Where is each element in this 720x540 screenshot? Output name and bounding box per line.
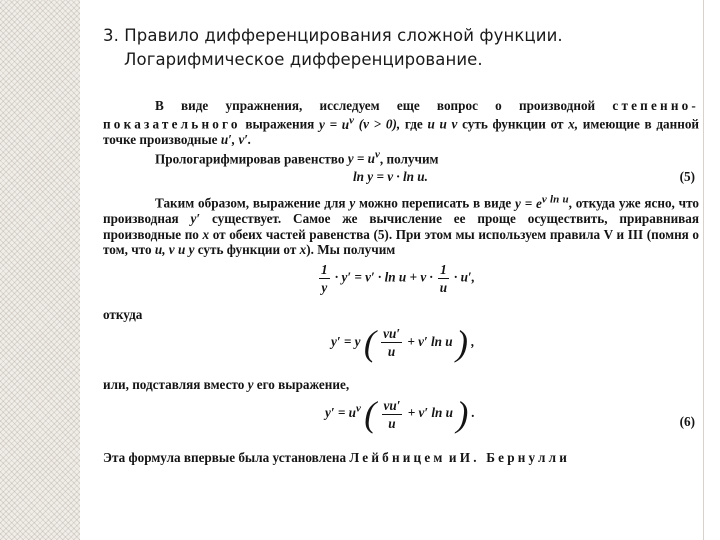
variables: u, v и y <box>154 242 195 258</box>
title-line-1: 3. Правило дифференцирования сложной функции. <box>103 26 563 45</box>
text-run: , получим <box>379 151 439 166</box>
formula-y-u-v: $y = u^v$ <box>319 114 355 132</box>
paragraph-3 <box>103 192 699 257</box>
condition: (v > 0), <box>358 116 401 132</box>
variable-y: y <box>349 195 356 211</box>
scanned-textbook-excerpt <box>103 98 699 466</box>
text-run: В виде упражнения, исследуем еще вопрос о производной <box>155 98 596 113</box>
equation-6-lhs: $y' = u^v$ <box>325 402 361 421</box>
equation-5-row <box>103 166 699 188</box>
variable-x: x, <box>568 116 579 132</box>
equation-6-end: . <box>471 405 475 421</box>
text-run: суть функции от <box>462 116 564 132</box>
equation-5: ln y = v · ln u. <box>353 169 428 185</box>
text-run: его выражение, <box>256 376 350 392</box>
paragraph-2 <box>103 148 699 167</box>
equation-b-lhs: y′ = y <box>331 333 361 349</box>
equation-6-row: $y' = u^v$ ( $\frac{vu'}{u}$ + v′ ln u ) . (6) <box>325 394 695 435</box>
text-run: имеющие в данной точке производные <box>103 116 700 148</box>
otkuda-line <box>103 307 699 322</box>
decorative-side-strip <box>0 0 80 540</box>
variable-x: x <box>202 226 210 242</box>
text-run: или, подставляя вместо <box>103 376 245 392</box>
text-run: Таким образом, выражение для <box>155 195 346 211</box>
variables: u и v <box>427 116 458 132</box>
title-line-2: Логарифмическое дифференцирование. <box>124 50 483 69</box>
text-run: Эта формула впервые была установлена <box>103 450 347 466</box>
text-run: Прологарифмировав равенство <box>155 151 345 166</box>
fraction-vu-over-u: $\frac{vu'}{u}$ <box>383 397 401 431</box>
fraction-1-over-y: $\frac{1}{y}$ <box>321 262 328 296</box>
y-prime: y′ <box>190 211 201 227</box>
fraction-1-over-u: $\frac{1}{u}$ <box>439 262 448 296</box>
text-run: выражения <box>245 116 315 132</box>
text-run: можно переписать в виде <box>359 195 512 211</box>
fraction-vu-over-u: $\frac{vu'}{u}$ <box>383 326 401 360</box>
paragraph-1 <box>103 98 699 148</box>
equation-b: y′ = y ( $\frac{vu'}{u}$ + v′ ln u ) , <box>331 322 475 363</box>
paragraph-5 <box>103 450 699 465</box>
right-border-line <box>703 0 704 540</box>
name-leibniz: Лейбницем <box>349 450 446 466</box>
formula-y-u-v: $y = u^v$ <box>347 148 380 166</box>
equation-a-end: · u′, <box>453 269 475 285</box>
text-run: ). Мы получим <box>306 242 396 258</box>
equation-number-5: (5) <box>679 169 695 185</box>
text-run: существует. Самое же вычисление ее проще осуществить, приравнивая производные по <box>103 211 700 242</box>
text-run: , откуда уже ясно, что производная <box>103 195 700 227</box>
name-bernoulli: И. Бернулли <box>459 450 570 466</box>
text-run: суть функции от <box>197 242 297 258</box>
equation-b-rest: + v′ ln u <box>407 333 453 349</box>
text-run: откуда <box>103 307 143 323</box>
text-run: от обеих частей равенства (5). При этом мы используем правила V и III (помня о том, что <box>103 226 700 258</box>
equation-b-end: , <box>471 333 475 349</box>
equation-a <box>103 259 699 307</box>
text-run: и <box>448 450 457 466</box>
equation-6-rest: + v′ ln u <box>407 405 454 421</box>
variable-y: y <box>247 376 254 392</box>
equation-a-middle: · y′ = v′ · ln u + v · <box>334 269 433 285</box>
equation-number-6: (6) <box>679 414 695 430</box>
spaced-term: степенно-показательного <box>103 98 700 132</box>
text-run: где <box>404 116 423 132</box>
derivatives: u′, v′. <box>220 132 252 148</box>
formula-exponential: $y = e^{v ln u}$ <box>515 193 569 211</box>
slide-title <box>103 24 693 72</box>
variable-x: x <box>299 242 307 258</box>
paragraph-4 <box>103 377 699 392</box>
